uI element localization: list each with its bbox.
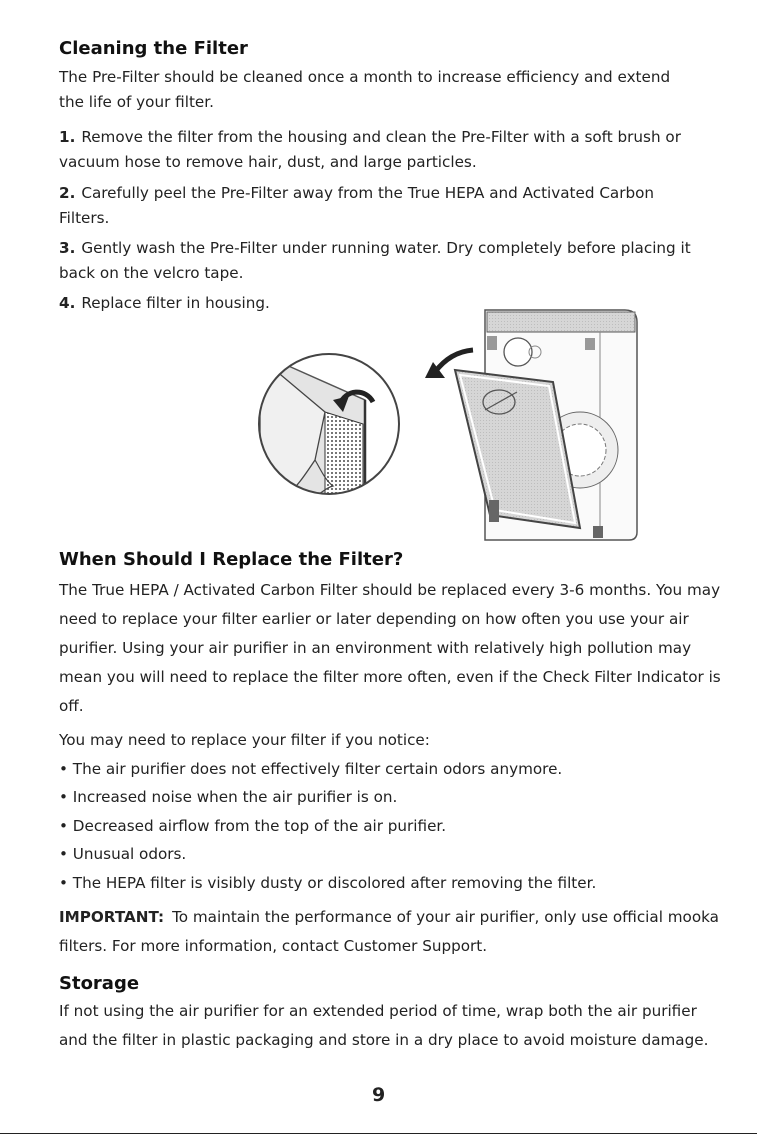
notice-item: • The HEPA filter is visibly dusty or discolored after removing the filter. — [59, 874, 597, 892]
notice-item: • Decreased airflow from the top of the air purifier. — [59, 817, 447, 835]
air-purifier-icon — [455, 310, 637, 540]
notice-item: • Unusual odors. — [59, 845, 187, 863]
filter-illustration — [255, 300, 655, 550]
replace-heading: When Should I Replace the Filter? — [59, 549, 404, 570]
step-number: 1. — [59, 128, 76, 146]
cleaning-heading: Cleaning the Filter — [59, 38, 248, 59]
step-text: Remove the filter from the housing and clean the Pre-Filter with a soft brush or vacuum hose to remove hair, dust, and large particles. — [59, 128, 681, 171]
notice-item: • The air purifier does not effectively filter certain odors anymore. — [59, 760, 563, 778]
storage-heading: Storage — [59, 973, 140, 994]
notice-item: • Increased noise when the air purifier is on. — [59, 788, 398, 806]
step-3 — [59, 236, 699, 286]
storage-text: If not using the air purifier for an extended period of time, wrap both the air purifier and the filter in plastic packaging and store in a dry place to avoid moisture damage. — [59, 1002, 709, 1049]
step-text: Gently wash the Pre-Filter under running water. Dry completely before placing it back on the velcro tape. — [59, 239, 691, 282]
important-note — [59, 903, 727, 961]
page-number: 9 — [372, 1084, 386, 1106]
step-number: 3. — [59, 239, 76, 257]
peel-detail-icon — [255, 350, 405, 500]
step-1 — [59, 125, 699, 175]
important-label: IMPORTANT: — [59, 908, 165, 926]
bottom-divider — [0, 1133, 757, 1134]
step-number: 2. — [59, 184, 76, 202]
cleaning-intro: The Pre-Filter should be cleaned once a month to increase efficiency and extend the life of your filter. — [59, 68, 671, 111]
notice-intro: You may need to replace your filter if you notice: — [59, 731, 430, 749]
step-text: Carefully peel the Pre-Filter away from the True HEPA and Activated Carbon Filters. — [59, 184, 655, 227]
replace-paragraph: The True HEPA / Activated Carbon Filter should be replaced every 3-6 months. You may need to replace your filter earlier or later depending on how often you use your air purifier. Using your air purifier in an environment with relatively high pollution may mean you will need to replace the filter more often, even if the Check Filter Indicator is off. — [59, 581, 721, 715]
step-number: 4. — [59, 294, 76, 312]
step-text: Replace filter in housing. — [81, 294, 270, 312]
important-text: To maintain the performance of your air purifier, only use official mooka filters. For more information, contact Customer Support. — [59, 908, 719, 955]
step-2 — [59, 181, 699, 231]
